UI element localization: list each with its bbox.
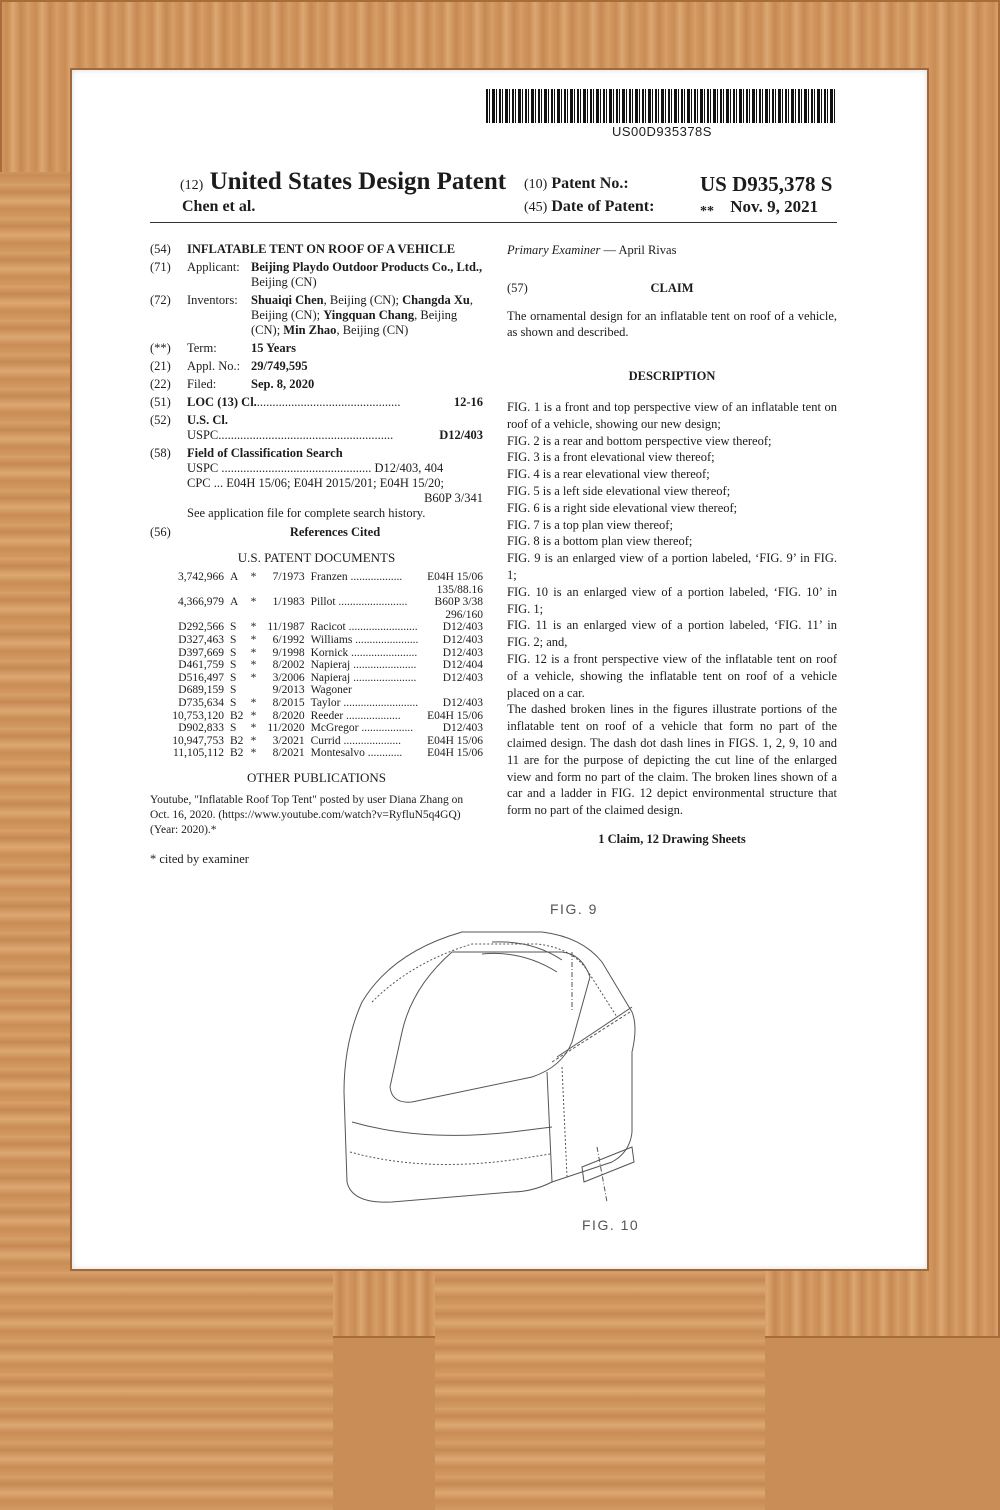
appl-row xyxy=(150,359,483,374)
description-item: FIG. 6 is a right side elevational view thereof; xyxy=(507,500,738,515)
refs-row xyxy=(150,525,483,540)
reference-row xyxy=(150,672,483,685)
ref-kind: S xyxy=(229,722,237,735)
inventor-4-location: , Beijing (CN) xyxy=(336,323,409,337)
inventor-3: Yingquan Chang xyxy=(323,308,415,322)
claim-column xyxy=(507,242,837,848)
applicant-row xyxy=(150,260,483,290)
ref-class: E04H 15/06 xyxy=(427,571,483,583)
ref-star: * xyxy=(250,571,257,583)
ref-kind: A xyxy=(229,596,239,609)
ref-star: * xyxy=(250,659,257,672)
field-cpc: CPC ... E04H 15/06; E04H 2015/201; E04H 15/20; xyxy=(187,476,444,490)
ref-number: D902,833 xyxy=(178,722,224,735)
ref-number: 10,753,120 xyxy=(172,709,224,722)
claim-label: CLAIM xyxy=(650,280,694,295)
fig10-label: FIG. 10 xyxy=(582,1217,640,1233)
patent-no-label-text: Patent No.: xyxy=(551,175,629,192)
code-45: (45) xyxy=(524,200,548,215)
ref-class: D12/403 xyxy=(442,696,483,709)
inventor-4: Min Zhao xyxy=(283,323,337,337)
ref-star: * xyxy=(250,646,257,659)
tent-side-rod-dashed xyxy=(552,1012,630,1062)
reference-row xyxy=(150,747,483,760)
ref-class-cont: 135/88.16 xyxy=(436,583,483,596)
code-57: (57) xyxy=(507,280,528,295)
date-value: Nov. 9, 2021 xyxy=(730,197,819,216)
ref-class-cont: 296/160 xyxy=(445,608,483,621)
tent-side-rod xyxy=(557,1007,632,1057)
ref-date: 1/1983 xyxy=(272,596,305,609)
authors: Chen et al. xyxy=(182,198,256,215)
description-item: FIG. 5 is a left side elevational view thereof; xyxy=(507,483,731,498)
ref-name: Racicot ........................ xyxy=(310,621,418,634)
ref-star: * xyxy=(250,747,257,760)
filed-label: Filed: xyxy=(187,377,217,391)
code-22: (22) xyxy=(150,377,171,391)
inventor-2-location: , Beijing (CN); xyxy=(251,293,473,322)
ref-date: 7/1973 xyxy=(272,571,305,583)
reference-row-cont xyxy=(150,584,483,597)
other-pubs-label: OTHER PUBLICATIONS xyxy=(246,769,387,785)
other-pubs-text: Youtube, "Inflatable Roof Top Tent" posted by user Diana Zhang on Oct. 16, 2020. (https://www.youtube.com/watch?v=RyfluN5q4GQ) (Year: 2020).* xyxy=(150,793,464,836)
tent-roof-panel xyxy=(390,952,590,1102)
description-item: FIG. 12 is a front perspective view of the inflatable tent on roof of a vehicle, showing the inflatable tent on roof of a vehicle placed on a car. xyxy=(507,651,837,700)
drawing-sheets: 1 Claim, 12 Drawing Sheets xyxy=(598,831,746,846)
ref-name: Taylor .......................... xyxy=(310,696,419,709)
appl-value: 29/749,595 xyxy=(251,359,308,373)
ref-class: D12/403 xyxy=(442,722,483,735)
ref-star: * xyxy=(250,696,257,709)
examiner-line xyxy=(507,242,837,259)
ref-date: 3/2006 xyxy=(272,671,305,684)
title-text: United States Design Patent xyxy=(209,168,507,195)
uspc-label: USPC xyxy=(187,428,219,442)
ref-number: 10,947,753 xyxy=(172,734,224,747)
patent-number: US D935,378 S xyxy=(700,172,833,196)
ref-kind: S xyxy=(229,646,237,659)
description-item: FIG. 2 is a rear and bottom perspective view thereof; xyxy=(507,433,772,448)
ref-number: D461,759 xyxy=(178,659,224,672)
ref-number: D516,497 xyxy=(178,671,224,684)
date-label-text: Date of Patent: xyxy=(551,198,655,215)
patent-date xyxy=(700,197,818,220)
barcode-number: US00D935378S xyxy=(612,124,712,139)
ref-name: Napieraj ...................... xyxy=(310,659,417,672)
description-item: The dashed broken lines in the figures illustrate portions of the inflatable tent on roof of a vehicle that form no part of the claimed design. The dash dot dash lines in FIGS. 1, 2, 9, 10 and 11 are for the purpose of depicting the cut line of the enlarged view and form no part of the claim. The broken lines shown of a car and a ladder in FIG. 12 depict environmental structure that form no part of the claimed design. xyxy=(507,702,837,818)
ref-date: 11/2020 xyxy=(267,722,305,735)
reference-row xyxy=(150,596,483,609)
ref-date: 6/1992 xyxy=(272,633,305,646)
description-item: FIG. 3 is a front elevational view thereof; xyxy=(507,450,715,465)
ref-number: D397,669 xyxy=(178,646,224,659)
ref-name: Reeder ................... xyxy=(310,709,401,722)
field-row xyxy=(150,446,483,521)
description-item: FIG. 11 is an enlarged view of a portion labeled, ‘FIG. 11’ in FIG. 2; and, xyxy=(507,618,837,650)
uscl-label: U.S. Cl. xyxy=(187,413,228,427)
ref-class xyxy=(427,684,483,697)
ref-class: D12/403 xyxy=(442,671,483,684)
ref-kind: B2 xyxy=(229,734,244,747)
ref-kind: S xyxy=(229,621,237,634)
description-item: FIG. 10 is an enlarged view of a portion labeled, ‘FIG. 10’ in FIG. 1; xyxy=(507,584,837,616)
field-cpc-cont: B60P 3/341 xyxy=(424,491,483,505)
ref-star: * xyxy=(250,621,257,634)
reference-row xyxy=(150,697,483,710)
biblio-column xyxy=(150,242,483,867)
ref-class: E04H 15/06 xyxy=(427,734,483,747)
reference-row xyxy=(150,621,483,634)
code-12: (12) xyxy=(180,178,204,193)
inventors-row xyxy=(150,293,483,338)
tent-body-outline xyxy=(344,932,635,1202)
ref-number: D689,159 xyxy=(178,684,224,697)
applicant-label: Applicant: xyxy=(187,260,240,274)
tent-handle-top-inner xyxy=(482,953,557,972)
inventor-1: Shuaiqi Chen xyxy=(251,293,324,307)
loc-leader: .............................................. xyxy=(256,395,401,409)
ref-number: D292,566 xyxy=(178,621,224,634)
fig9-label: FIG. 9 xyxy=(550,901,598,917)
ref-star: * xyxy=(250,596,257,609)
invention-title: INFLATABLE TENT ON ROOF OF A VEHICLE xyxy=(187,242,456,256)
ref-kind: S xyxy=(229,696,237,709)
ref-name: Williams ...................... xyxy=(310,633,419,646)
date-stars: ** xyxy=(700,204,714,219)
examiner-label: Primary Examiner xyxy=(507,243,601,257)
header-rule xyxy=(150,222,837,223)
us-docs-label: U.S. PATENT DOCUMENTS xyxy=(237,550,396,565)
ref-number: 3,742,966 xyxy=(177,571,224,583)
reference-row xyxy=(150,659,483,672)
description-item: FIG. 4 is a rear elevational view thereof; xyxy=(507,467,710,482)
ref-date: 8/2002 xyxy=(272,659,305,672)
applicant-location: Beijing (CN) xyxy=(251,275,317,289)
code-21: (21) xyxy=(150,359,171,373)
ref-star: * xyxy=(250,671,257,684)
patent-title xyxy=(180,168,506,196)
inventors-list xyxy=(251,293,483,338)
description-item: FIG. 7 is a top plan view thereof; xyxy=(507,517,673,532)
loc-label: LOC (13) Cl. xyxy=(187,395,257,409)
tent-side-edge-dashed xyxy=(562,1067,567,1177)
ref-class: E04H 15/06 xyxy=(427,747,483,760)
ref-date: 8/2020 xyxy=(272,709,305,722)
code-54: (54) xyxy=(150,242,171,256)
ref-class: D12/404 xyxy=(442,659,483,672)
ref-star: * xyxy=(250,709,257,722)
code-58: (58) xyxy=(150,446,171,460)
filed-value: Sep. 8, 2020 xyxy=(251,377,315,391)
reference-row-cont xyxy=(150,609,483,622)
inventor-1-location: , Beijing (CN); xyxy=(323,293,403,307)
reference-row xyxy=(150,634,483,647)
patent-number-label xyxy=(524,175,629,193)
patent-date-label xyxy=(524,198,654,216)
ref-class: B60P 3/38 xyxy=(434,596,483,609)
ref-kind: S xyxy=(229,671,237,684)
ref-star: * xyxy=(250,734,257,747)
code-51: (51) xyxy=(150,395,171,409)
description-item: FIG. 9 is an enlarged view of a portion labeled, ‘FIG. 9’ in FIG. 1; xyxy=(507,551,837,582)
ref-name: Wagoner xyxy=(310,684,352,697)
cited-by-examiner: * cited by examiner xyxy=(150,851,249,866)
tent-drawing xyxy=(332,892,652,1237)
term-label: Term: xyxy=(187,341,217,355)
ref-name: Kornick ....................... xyxy=(310,646,418,659)
applicant-name: Beijing Playdo Outdoor Products Co., Ltd., xyxy=(251,260,483,274)
ref-kind: B2 xyxy=(229,747,244,760)
inventors-label: Inventors: xyxy=(187,293,238,307)
term-row xyxy=(150,341,483,356)
refs-label: References Cited xyxy=(289,525,381,539)
ref-star: * xyxy=(250,633,257,646)
patent-sheet xyxy=(72,70,927,1269)
ref-name: Montesalvo ............ xyxy=(310,747,403,760)
field-uspc: USPC ................................................ D12/403, 404 xyxy=(187,461,444,475)
ref-date: 9/1998 xyxy=(272,646,305,659)
appl-label: Appl. No.: xyxy=(187,359,241,373)
claim-text: The ornamental design for an inflatable tent on roof of a vehicle, as shown and described. xyxy=(507,308,837,340)
code-72: (72) xyxy=(150,293,171,307)
code-52: (52) xyxy=(150,413,171,427)
ref-kind: S xyxy=(229,633,237,646)
ref-date: 8/2015 xyxy=(272,696,305,709)
ref-kind: S xyxy=(229,684,237,697)
filed-row xyxy=(150,377,483,392)
tent-lower-seam xyxy=(352,1122,552,1135)
title-row xyxy=(150,242,483,257)
description-label: DESCRIPTION xyxy=(628,369,716,384)
description-item: FIG. 1 is a front and top perspective view of an inflatable tent on roof of a vehicle, showing our new design; xyxy=(507,399,837,431)
code-term: (**) xyxy=(150,341,171,355)
examiner-name: — April Rivas xyxy=(600,243,677,257)
field-note: See application file for complete search history. xyxy=(187,506,426,520)
ref-number: D735,634 xyxy=(178,696,224,709)
tent-bottom-handle xyxy=(582,1147,634,1182)
ref-name: Napieraj ...................... xyxy=(310,671,417,684)
ref-name: Pillot ........................ xyxy=(310,596,408,609)
uspc-value: D12/403 xyxy=(439,428,483,442)
barcode xyxy=(486,89,837,123)
claim-heading xyxy=(507,280,837,297)
uscl-row xyxy=(150,413,483,428)
references-table xyxy=(150,571,483,760)
ref-date: 3/2021 xyxy=(272,734,305,747)
loc-value: 12-16 xyxy=(453,395,483,409)
fig10-leader xyxy=(597,1147,607,1202)
code-10: (10) xyxy=(524,177,548,192)
ref-date: 9/2013 xyxy=(272,684,305,697)
loc-row xyxy=(150,395,483,410)
ref-date: 8/2021 xyxy=(272,747,305,760)
field-label: Field of Classification Search xyxy=(187,446,343,460)
code-71: (71) xyxy=(150,260,171,274)
tent-base-seam xyxy=(350,1152,550,1165)
code-56: (56) xyxy=(150,525,171,539)
uspc-leader: ........................................................ xyxy=(218,428,394,442)
ref-class: D12/403 xyxy=(442,621,483,634)
ref-class: D12/403 xyxy=(442,633,483,646)
ref-kind: A xyxy=(229,571,239,583)
ref-number: D327,463 xyxy=(178,633,224,646)
ref-kind: S xyxy=(229,659,237,672)
ref-star xyxy=(251,684,262,697)
description-list xyxy=(507,399,837,819)
ref-date: 11/1987 xyxy=(267,621,305,634)
reference-row xyxy=(150,735,483,748)
ref-kind: B2 xyxy=(229,709,244,722)
reference-row xyxy=(150,647,483,660)
ref-class: D12/403 xyxy=(442,646,483,659)
ref-number: 4,366,979 xyxy=(177,596,224,609)
ref-star: * xyxy=(250,722,257,735)
reference-row xyxy=(150,571,483,584)
ref-name: Currid .................... xyxy=(310,734,402,747)
inventor-2: Changda Xu xyxy=(402,293,470,307)
ref-number: 11,105,112 xyxy=(173,747,224,760)
reference-row xyxy=(150,684,483,697)
ref-name: McGregor .................. xyxy=(310,722,414,735)
tent-handle-top xyxy=(492,942,562,960)
reference-row xyxy=(150,710,483,723)
ref-class: E04H 15/06 xyxy=(427,709,483,722)
reference-row xyxy=(150,722,483,735)
term-value: 15 Years xyxy=(251,341,297,355)
inventor-3-location: , Beijing (CN); xyxy=(251,308,458,337)
ref-name: Franzen .................. xyxy=(310,571,403,583)
uspc-row xyxy=(150,428,483,443)
description-item: FIG. 8 is a bottom plan view thereof; xyxy=(507,534,693,549)
